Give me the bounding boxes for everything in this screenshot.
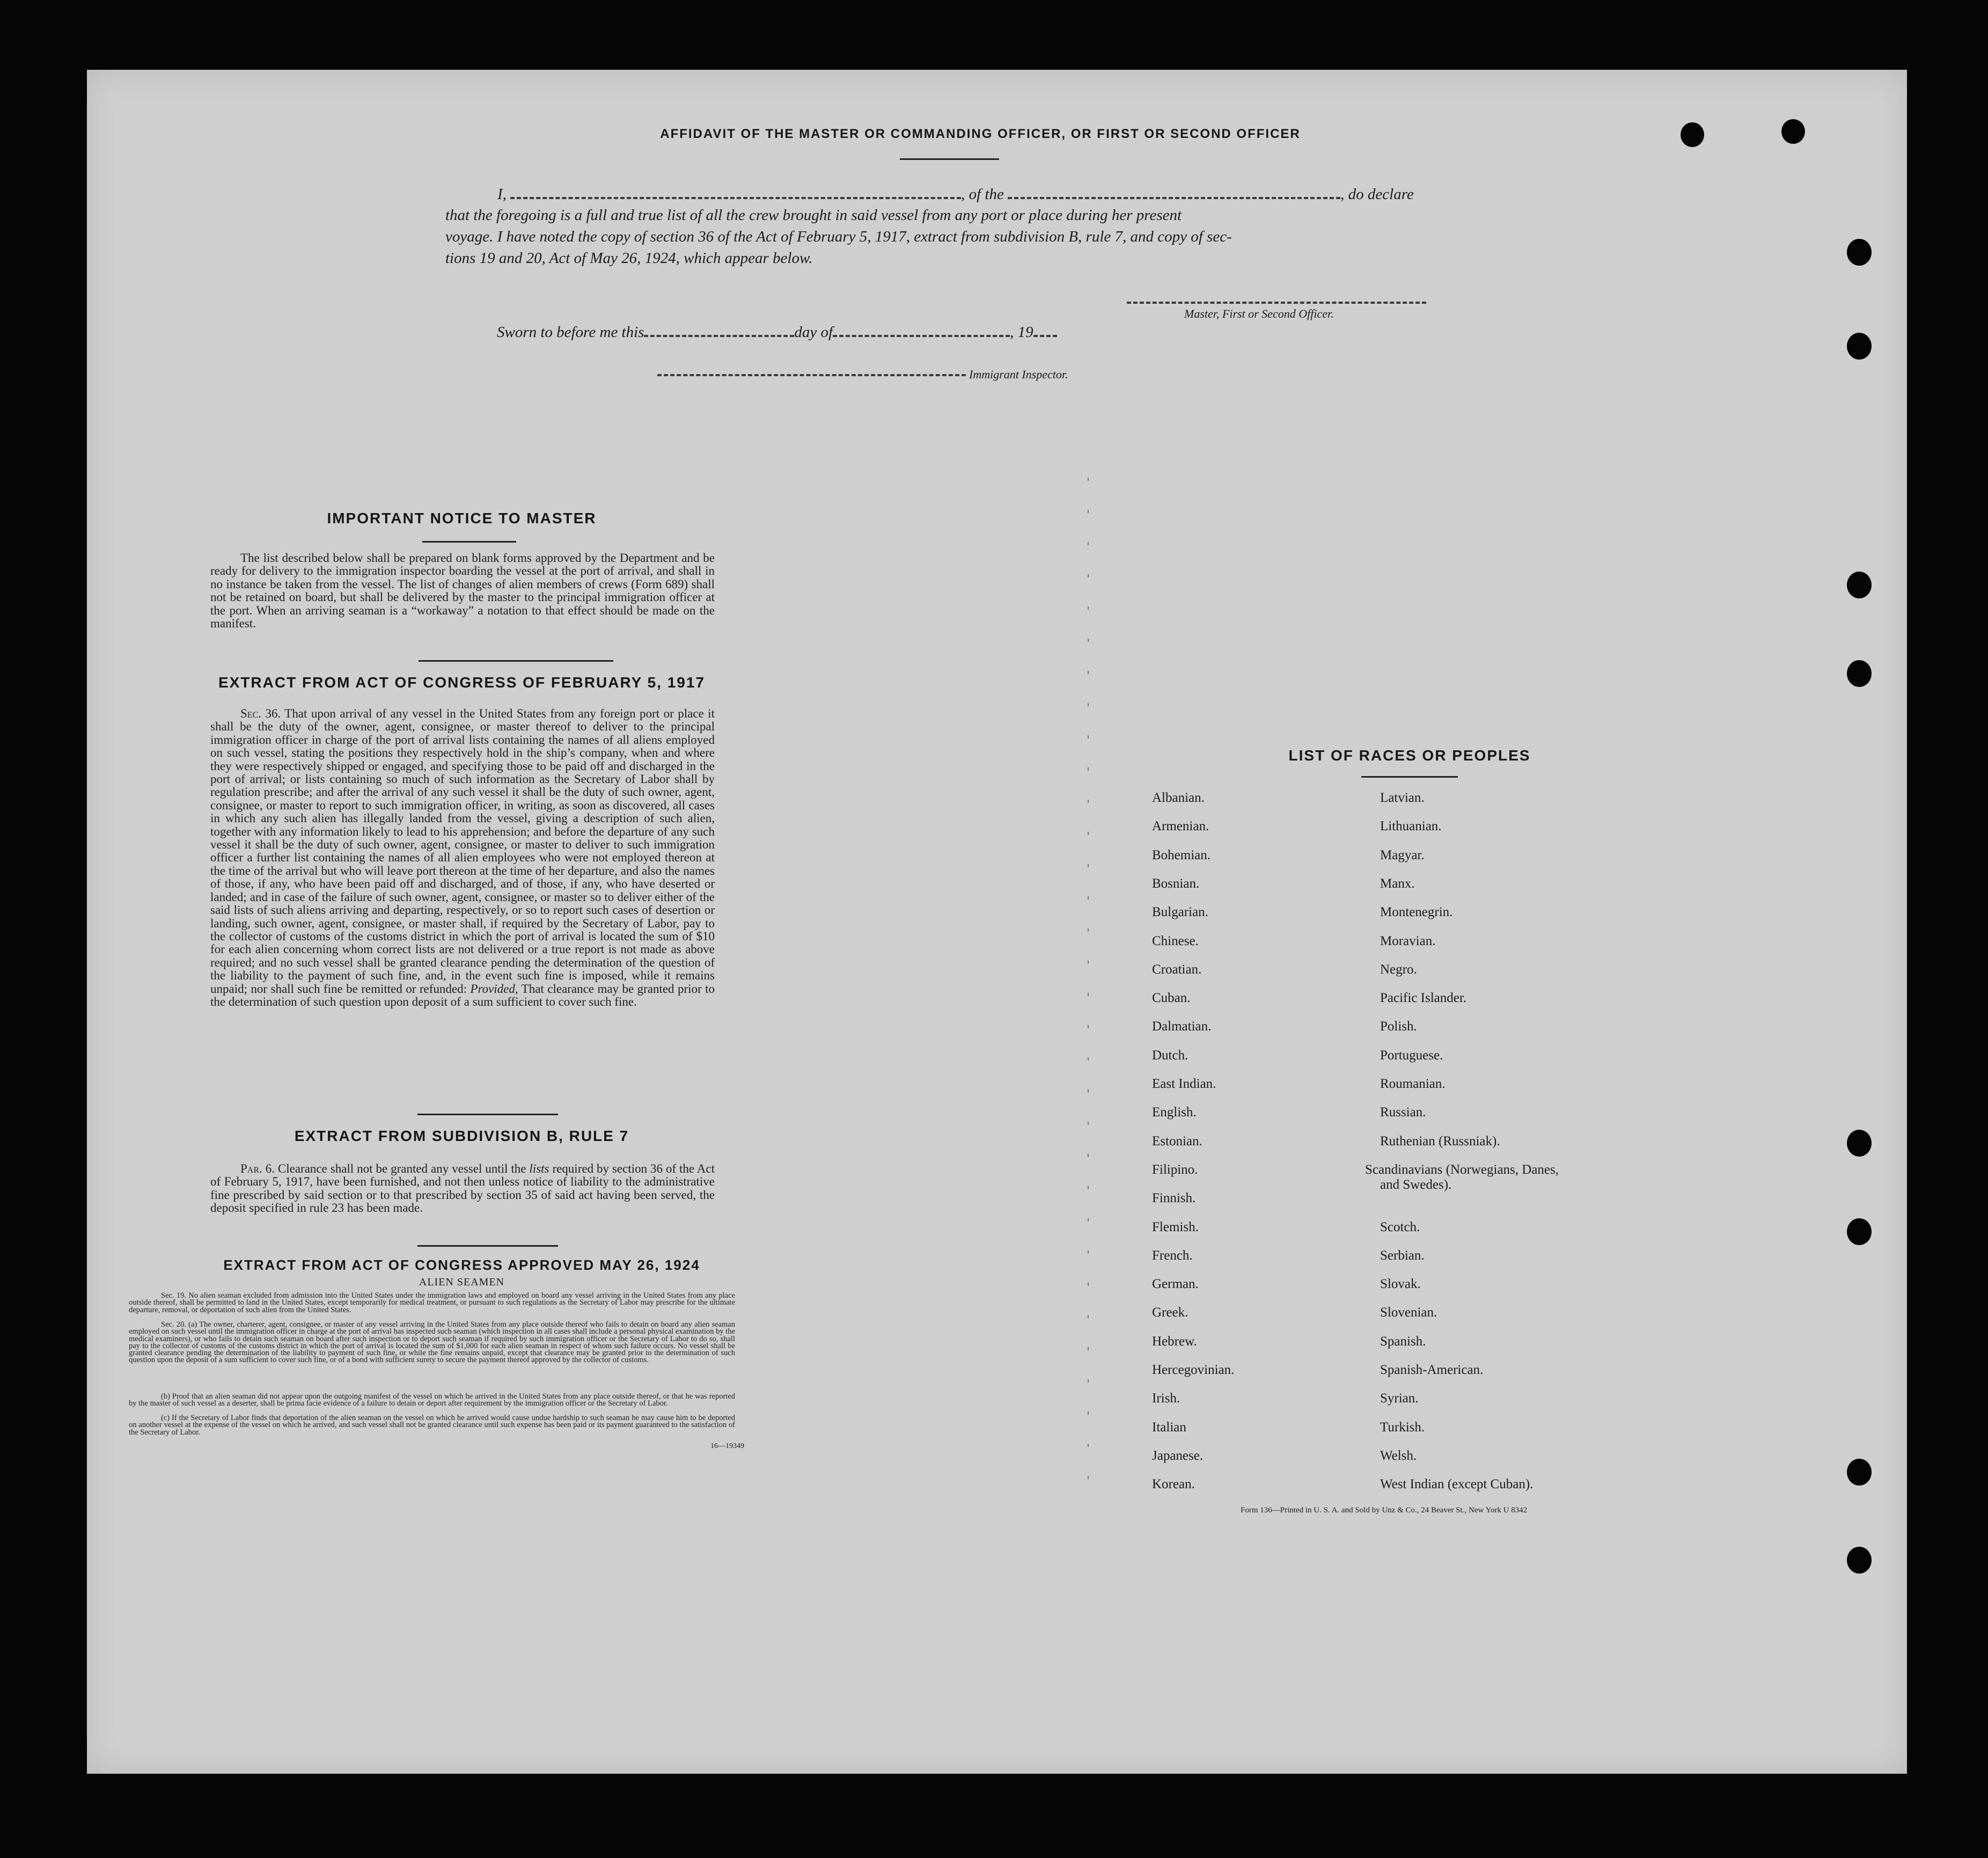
rule7-title: EXTRACT FROM SUBDIVISION B, RULE 7 — [294, 1128, 629, 1144]
vessel-field[interactable] — [1008, 185, 1340, 199]
extract-1917-title: EXTRACT FROM ACT OF CONGRESS OF FEBRUARY 5, 1917 — [218, 674, 706, 691]
provided-word: Provided, — [470, 982, 518, 996]
race-item: Italian — [1152, 1420, 1186, 1435]
sec20a-text: Sec. 20. (a) The owner, charterer, agent, consignee, or master of any vessel arriving in the United States from any place outside thereof who fails to detain on board any alien seaman employed on such vessel until the immigration officer in charge at the port of arrival has inspected such seaman (which inspection in all cases shall include a personal physical examination by the medical examiners), or who fails to detain such seaman on board after such inspection or to deport such seaman if required by such immigration officer or the Secretary of Labor to do so, shall pay to the collector of customs of the customs district in which the port of arrival is located the sum of $1,000 for each alien seaman in respect of whom such failure occurs. No vessel shall be granted clearance pending the determination of the liability to payment of such fine, or while the fine remains unpaid, except that clearance may be granted prior to the determination of such question upon the deposit of a sum sufficient to cover such fine, or of a bond with sufficient surety to secure the payment thereof approved by the collector of customs. — [129, 1320, 735, 1365]
race-item: Moravian. — [1380, 934, 1436, 948]
extract-1917-body — [210, 707, 715, 1008]
race-item: Bohemian. — [1152, 848, 1211, 862]
declaration-line-4: tions 19 and 20, Act of May 26, 1924, which appear below. — [445, 250, 813, 267]
print-code: 16—19349 — [710, 1442, 744, 1450]
form-sheet — [87, 70, 1907, 1774]
race-item: Spanish. — [1380, 1334, 1426, 1349]
act-1924-title: EXTRACT FROM ACT OF CONGRESS APPROVED MAY 26, 1924 — [223, 1257, 700, 1273]
notice-body: The list described below shall be prepared on blank forms approved by the Department and be ready for delivery to the immigration inspector boarding the vessel at the port of arrival, and shall in no instance be taken from the vessel. The list of changes of alien members of crews (Form 689) shall not be retained on board, but shall be delivered by the master to the principal immigration officer at the port. When an arriving seaman is a “workaway” a notation to that effect should be made on the manifest. — [210, 551, 715, 631]
sworn-line — [497, 323, 1057, 341]
race-item: Estonian. — [1152, 1134, 1202, 1149]
race-item: Japanese. — [1152, 1449, 1204, 1463]
race-item: Flemish. — [1152, 1220, 1199, 1234]
race-item: Spanish-American. — [1380, 1363, 1484, 1377]
race-item: Syrian. — [1380, 1391, 1419, 1406]
punch-hole — [1847, 572, 1872, 598]
lists-word: lists — [529, 1162, 549, 1175]
race-item: Polish. — [1380, 1019, 1417, 1034]
notice-title: IMPORTANT NOTICE TO MASTER — [327, 510, 597, 526]
rule7-body — [210, 1162, 715, 1215]
sec36-text-a: That upon arrival of any vessel in the United States from any foreign port or place it shall be the duty of the owner, agent, consignee, or master thereof to deliver to the principal immigration officer in charge of the port of arrival lists containing the names of all aliens employed on such vessel, stating the positions they respectively hold in the ship’s company, when and where they were respectively shipped or engaged, and specifying those to be paid off and discharged in the port of arrival; or lists containing so much of such information as the Secretary of Labor shall by regulation prescribe; and after the arrival of any such vessel it shall be the duty of such owner, agent, consignee, or master to report to such immigration officer, in writing, as soon as discovered, all cases in which any such alien has illegally landed from the vessel, giving a description of such alien, together with any information likely to lead to his apprehension; and before the departure of any such vessel it shall be the duty of such owner, agent, consignee, or master to deliver to such immigration officer a further list containing the names of all alien employees who were not employed thereon at the time of the arrival but who will leave port thereon at the time of her departure, and also the names of those, if any, who have been paid off and discharged, and of those, if any, who have deserted or landed; and in case of the failure of such owner, agent, consignee, or master so to deliver either of the said lists of such aliens arriving and departing, respectively, or so to report such cases of desertion or landing, such owner, agent, consignee, or master shall, if required by the Secretary of Labor, pay to the collector of customs of the customs district in which the port of arrival is located the sum of $10 for each alien concerning whom correct lists are not delivered or a true report is not made as above required; and no such vessel shall be granted clearance pending the determination of the question of the liability to the payment of such fine, and, in the event such fine is imposed, while it remains unpaid; nor shall such fine be remitted or refunded: — [210, 707, 715, 996]
race-item: Dutch. — [1152, 1048, 1189, 1063]
race-item: Scandinavians (Norwegians, Danes, and Swedes). — [1365, 1162, 1559, 1192]
center-fold — [1088, 478, 1089, 1497]
divider — [419, 660, 613, 662]
race-item: Bulgarian. — [1152, 905, 1208, 919]
race-item: Albanian. — [1152, 791, 1205, 805]
form-footer: Form 136—Printed in U. S. A. and Sold by Unz & Co., 24 Beaver St., New York U 8342 — [1241, 1506, 1528, 1515]
punch-hole — [1847, 1459, 1872, 1486]
declaration-do-declare: , do declare — [1340, 186, 1414, 203]
race-item: Welsh. — [1380, 1449, 1417, 1463]
officer-signature-field[interactable] — [1127, 290, 1426, 304]
race-item: Scotch. — [1380, 1220, 1420, 1234]
race-item: Slovak. — [1380, 1277, 1421, 1291]
race-item: Hebrew. — [1152, 1334, 1197, 1349]
race-item: Finnish. — [1152, 1191, 1196, 1205]
sworn-day-of: day of — [794, 324, 833, 341]
inspector-signature-field[interactable] — [657, 362, 966, 376]
divider — [417, 1114, 558, 1115]
races-title: LIST OF RACES OR PEOPLES — [1288, 747, 1531, 764]
punch-hole — [1847, 660, 1872, 687]
race-item: Korean. — [1152, 1477, 1195, 1491]
race-item: West Indian (except Cuban). — [1380, 1477, 1534, 1491]
sec36-text-b: That clearance may be granted prior to the determination of such question upon deposit of a sum sufficient to cover such fine. — [210, 982, 715, 1008]
punch-hole — [1681, 122, 1704, 147]
race-item: Russian. — [1380, 1105, 1426, 1120]
race-item: French. — [1152, 1248, 1193, 1263]
race-item: Chinese. — [1152, 934, 1199, 948]
affidavit-title: AFFIDAVIT OF THE MASTER OR COMMANDING OFFICER, OR FIRST OR SECOND OFFICER — [660, 127, 1301, 141]
race-item: Slovenian. — [1380, 1305, 1437, 1320]
par6-text-b: required by section 36 of the Act of February 5, 1917, have been furnished, and not then unless notice of liability to the administrative fine prescribed by said section or to that prescribed by section 35 of said act having been served, the deposit specified in rule 23 has been made. — [210, 1162, 715, 1215]
race-item: Lithuanian. — [1380, 819, 1442, 833]
punch-hole — [1847, 1218, 1872, 1245]
act-1924-subtitle: ALIEN SEAMEN — [419, 1276, 505, 1288]
sec19-text: Sec. 19. No alien seaman excluded from admission into the United States under the immigration laws and employed on board any vessel arriving in the United States from any place outside thereof, shall be permitted to land in the United States, except temporarily for medical treatment, or pursuant to such regulations as the Secretary of Labor may prescribe for the ultimate departure, removal, or deportation of such alien from the United States. — [129, 1291, 735, 1314]
race-item: Manx. — [1380, 876, 1415, 891]
race-item: Turkish. — [1380, 1420, 1425, 1435]
race-item: Hercegovinian. — [1152, 1363, 1235, 1377]
race-item: Latvian. — [1380, 791, 1425, 805]
race-item: Greek. — [1152, 1305, 1189, 1320]
punch-hole — [1847, 333, 1872, 360]
sworn-month-field[interactable] — [833, 323, 1010, 337]
race-item: Ruthenian (Russniak). — [1380, 1134, 1500, 1149]
race-item: Bosnian. — [1152, 876, 1200, 891]
sec20b-text: (b) Proof that an alien seaman did not appear upon the outgoing manifest of the vessel on which he arrived in the United States from any place outside thereof, or that he was reported by the master of such vessel as a deserter, shall be prima facie evidence of a failure to detain or deport after requirement by the immigration officer or the Secretary of Labor. — [129, 1392, 735, 1408]
race-item: English. — [1152, 1105, 1197, 1120]
race-item: Roumanian. — [1380, 1077, 1446, 1091]
race-item: East Indian. — [1152, 1077, 1216, 1091]
race-item: Dalmatian. — [1152, 1019, 1212, 1034]
race-item: Serbian. — [1380, 1248, 1425, 1263]
sworn-year-field[interactable] — [1033, 323, 1057, 337]
race-item: Filipino. — [1152, 1162, 1198, 1177]
par6-label: Par. 6. — [240, 1162, 275, 1175]
divider — [422, 541, 516, 543]
name-field[interactable] — [510, 185, 961, 199]
sec20c-text: (c) If the Secretary of Labor finds that deportation of the alien seaman on the vessel on which he arrived would cause undue hardship to such seaman he may cause him to be deported on another vessel at the expense of the vessel on which he arrived, and such vessel shall not be granted clearance until such expense has been paid or its payment guaranteed to the satisfaction of the Secretary of Labor. — [129, 1414, 735, 1437]
declaration-i: I, — [497, 186, 507, 203]
race-item: Portuguese. — [1380, 1048, 1443, 1063]
declaration-line-3: voyage. I have noted the copy of section 36 of the Act of February 5, 1917, extract from subdivision B, rule 7, and copy of sec- — [445, 228, 1232, 245]
punch-hole — [1847, 1547, 1872, 1574]
punch-hole — [1847, 1130, 1872, 1157]
race-item: Cuban. — [1152, 991, 1191, 1005]
par6-text-a: Clearance shall not be granted any vessel until the — [277, 1162, 526, 1175]
race-item: Croatian. — [1152, 962, 1202, 977]
race-item: Magyar. — [1380, 848, 1425, 862]
punch-hole — [1847, 239, 1872, 266]
punch-hole — [1781, 119, 1805, 144]
race-item: Negro. — [1380, 962, 1417, 977]
sec36-label: Sec. 36. — [240, 707, 281, 720]
divider — [900, 158, 999, 160]
divider — [417, 1245, 558, 1247]
race-item: Pacific Islander. — [1380, 991, 1467, 1005]
race-item: German. — [1152, 1277, 1199, 1291]
declaration-line-1 — [497, 185, 1414, 203]
officer-signature-label: Master, First or Second Officer. — [1184, 307, 1334, 320]
declaration-line-2: that the foregoing is a full and true list of all the crew brought in said vessel from any port or place during her present — [445, 207, 1182, 224]
sworn-day-field[interactable] — [644, 323, 794, 337]
inspector-label: Immigrant Inspector. — [969, 368, 1068, 381]
divider — [1361, 776, 1458, 778]
race-item: Armenian. — [1152, 819, 1209, 833]
declaration-of-the: , of the — [961, 186, 1004, 203]
race-item: Montenegrin. — [1380, 905, 1453, 919]
sworn-prefix: Sworn to before me this — [497, 324, 644, 341]
sworn-year-prefix: , 19 — [1010, 324, 1033, 341]
race-item: Irish. — [1152, 1391, 1180, 1406]
